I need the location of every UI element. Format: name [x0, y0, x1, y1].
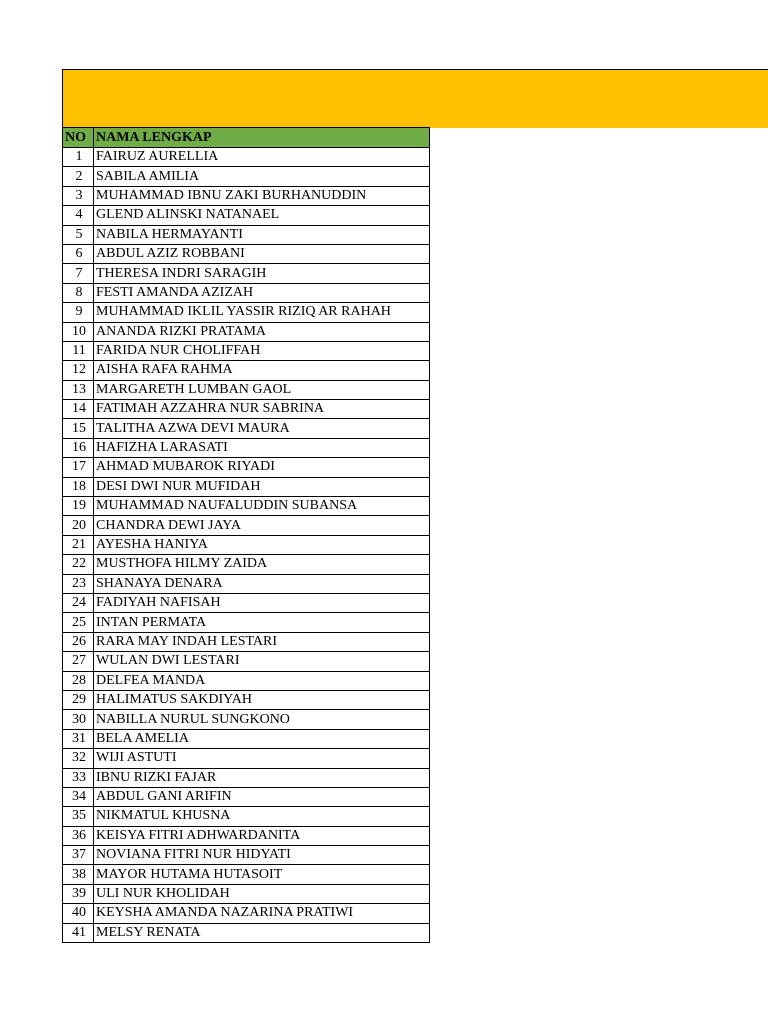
student-name: MELSY RENATA	[94, 923, 430, 942]
table-row	[63, 458, 430, 477]
table-row	[63, 497, 430, 516]
row-number: 27	[63, 652, 94, 671]
student-name: ABDUL AZIZ ROBBANI	[94, 244, 430, 263]
row-number: 9	[63, 303, 94, 322]
row-number: 1	[63, 148, 94, 167]
table-row	[63, 555, 430, 574]
student-name: CHANDRA DEWI JAYA	[94, 516, 430, 535]
row-number: 31	[63, 729, 94, 748]
table-row	[63, 710, 430, 729]
row-number: 11	[63, 341, 94, 360]
row-number: 18	[63, 477, 94, 496]
student-name: HAFIZHA LARASATI	[94, 438, 430, 457]
student-name: NABILA HERMAYANTI	[94, 225, 430, 244]
table-row	[63, 186, 430, 205]
table-row	[63, 846, 430, 865]
student-name: AHMAD MUBAROK RIYADI	[94, 458, 430, 477]
column-header-no: NO	[63, 128, 94, 148]
student-name: MUHAMMAD IBNU ZAKI BURHANUDDIN	[94, 186, 430, 205]
row-number: 22	[63, 555, 94, 574]
row-number: 7	[63, 264, 94, 283]
row-number: 32	[63, 749, 94, 768]
row-number: 34	[63, 787, 94, 806]
table-row	[63, 807, 430, 826]
student-name: NABILLA NURUL SUNGKONO	[94, 710, 430, 729]
student-name: WIJI ASTUTI	[94, 749, 430, 768]
table-body	[63, 148, 430, 943]
student-name: WULAN DWI LESTARI	[94, 652, 430, 671]
table-row	[63, 341, 430, 360]
table-row	[63, 904, 430, 923]
row-number: 12	[63, 361, 94, 380]
row-number: 28	[63, 671, 94, 690]
table-row	[63, 865, 430, 884]
table-row	[63, 322, 430, 341]
row-number: 16	[63, 438, 94, 457]
student-name: KEYSHA AMANDA NAZARINA PRATIWI	[94, 904, 430, 923]
student-table	[62, 127, 430, 943]
table-row	[63, 593, 430, 612]
table-row	[63, 574, 430, 593]
table-row	[63, 787, 430, 806]
student-name: ABDUL GANI ARIFIN	[94, 787, 430, 806]
table-row	[63, 535, 430, 554]
table-header-row	[63, 128, 430, 148]
student-name: NOVIANA FITRI NUR HIDYATI	[94, 846, 430, 865]
row-number: 8	[63, 283, 94, 302]
student-name: NIKMATUL KHUSNA	[94, 807, 430, 826]
row-number: 29	[63, 690, 94, 709]
table-row	[63, 264, 430, 283]
row-number: 25	[63, 613, 94, 632]
student-name: DELFEA MANDA	[94, 671, 430, 690]
student-name: ANANDA RIZKI PRATAMA	[94, 322, 430, 341]
table-row	[63, 283, 430, 302]
student-name: TALITHA AZWA DEVI MAURA	[94, 419, 430, 438]
row-number: 38	[63, 865, 94, 884]
row-number: 41	[63, 923, 94, 942]
row-number: 37	[63, 846, 94, 865]
row-number: 26	[63, 632, 94, 651]
table-row	[63, 749, 430, 768]
student-name: KEISYA FITRI ADHWARDANITA	[94, 826, 430, 845]
student-name: DESI DWI NUR MUFIDAH	[94, 477, 430, 496]
table-row	[63, 380, 430, 399]
table-row	[63, 303, 430, 322]
row-number: 2	[63, 167, 94, 186]
row-number: 39	[63, 884, 94, 903]
row-number: 15	[63, 419, 94, 438]
table-row	[63, 671, 430, 690]
student-name: FARIDA NUR CHOLIFFAH	[94, 341, 430, 360]
table-row	[63, 244, 430, 263]
row-number: 6	[63, 244, 94, 263]
student-name: THERESA INDRI SARAGIH	[94, 264, 430, 283]
table-row	[63, 652, 430, 671]
table-row	[63, 225, 430, 244]
row-number: 40	[63, 904, 94, 923]
table-row	[63, 419, 430, 438]
table-row	[63, 438, 430, 457]
table-row	[63, 361, 430, 380]
row-number: 13	[63, 380, 94, 399]
table-row	[63, 632, 430, 651]
row-number: 33	[63, 768, 94, 787]
row-number: 23	[63, 574, 94, 593]
row-number: 36	[63, 826, 94, 845]
student-name: BELA AMELIA	[94, 729, 430, 748]
row-number: 14	[63, 400, 94, 419]
row-number: 4	[63, 206, 94, 225]
student-name: MUSTHOFA HILMY ZAIDA	[94, 555, 430, 574]
row-number: 35	[63, 807, 94, 826]
student-name: FADIYAH NAFISAH	[94, 593, 430, 612]
student-name: GLEND ALINSKI NATANAEL	[94, 206, 430, 225]
student-name: AYESHA HANIYA	[94, 535, 430, 554]
row-number: 24	[63, 593, 94, 612]
student-name: INTAN PERMATA	[94, 613, 430, 632]
student-name: RARA MAY INDAH LESTARI	[94, 632, 430, 651]
student-name: FATIMAH AZZAHRA NUR SABRINA	[94, 400, 430, 419]
student-name: MAYOR HUTAMA HUTASOIT	[94, 865, 430, 884]
row-number: 20	[63, 516, 94, 535]
table-row	[63, 729, 430, 748]
student-name: MUHAMMAD NAUFALUDDIN SUBANSA	[94, 497, 430, 516]
table-row	[63, 516, 430, 535]
table-row	[63, 923, 430, 942]
table-row	[63, 613, 430, 632]
student-name: SABILA AMILIA	[94, 167, 430, 186]
table-row	[63, 768, 430, 787]
row-number: 19	[63, 497, 94, 516]
row-number: 21	[63, 535, 94, 554]
student-name: FAIRUZ AURELLIA	[94, 148, 430, 167]
table-row	[63, 826, 430, 845]
student-name: AISHA RAFA RAHMA	[94, 361, 430, 380]
student-name: MUHAMMAD IKLIL YASSIR RIZIQ AR RAHAH	[94, 303, 430, 322]
table-row	[63, 477, 430, 496]
student-name: IBNU RIZKI FAJAR	[94, 768, 430, 787]
table-row	[63, 167, 430, 186]
row-number: 17	[63, 458, 94, 477]
student-name: MARGARETH LUMBAN GAOL	[94, 380, 430, 399]
student-name: HALIMATUS SAKDIYAH	[94, 690, 430, 709]
student-name: ULI NUR KHOLIDAH	[94, 884, 430, 903]
row-number: 10	[63, 322, 94, 341]
row-number: 5	[63, 225, 94, 244]
table-row	[63, 148, 430, 167]
student-name: SHANAYA DENARA	[94, 574, 430, 593]
header-banner	[62, 69, 768, 128]
table-row	[63, 884, 430, 903]
column-header-name: NAMA LENGKAP	[94, 128, 430, 148]
row-number: 3	[63, 186, 94, 205]
table-row	[63, 690, 430, 709]
student-name: FESTI AMANDA AZIZAH	[94, 283, 430, 302]
table-row	[63, 206, 430, 225]
table-row	[63, 400, 430, 419]
row-number: 30	[63, 710, 94, 729]
